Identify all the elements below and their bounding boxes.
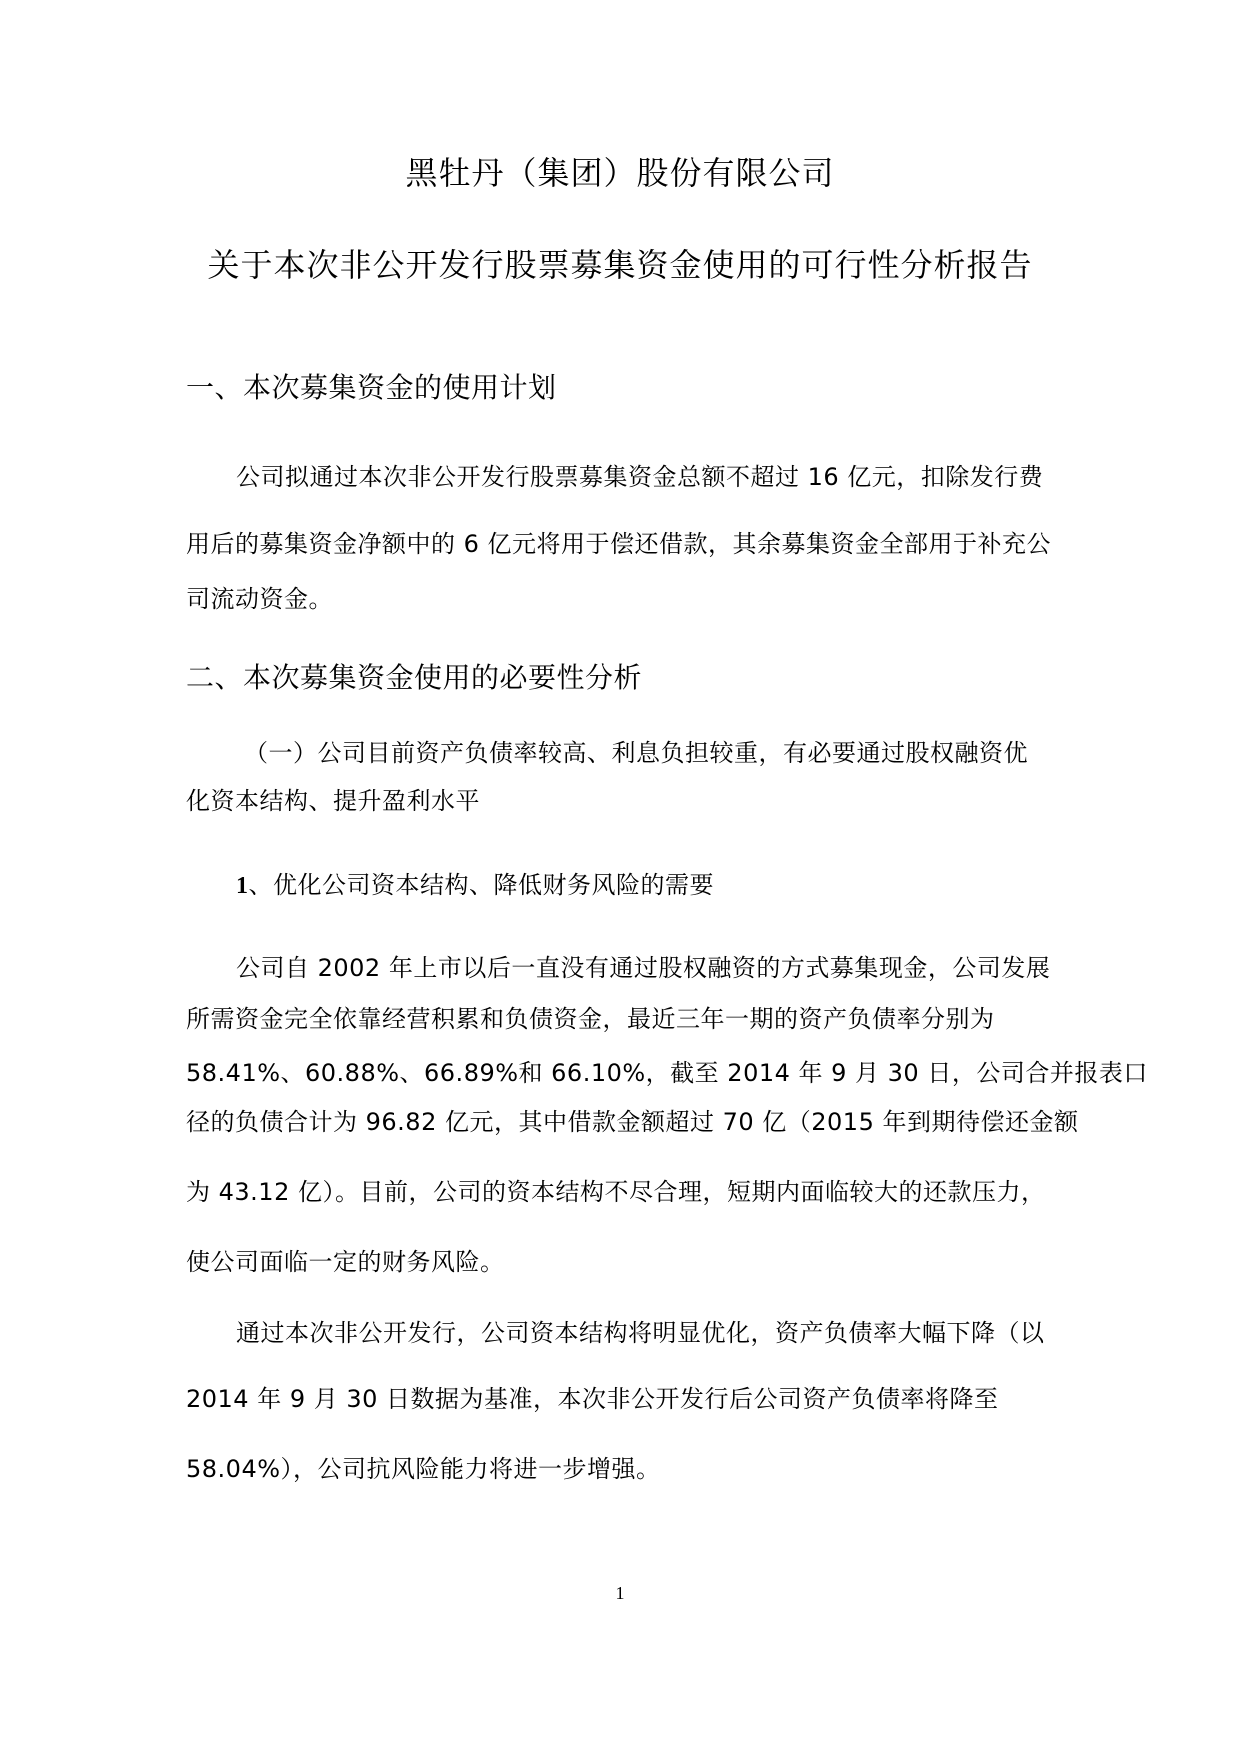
- section-2-heading: 二、本次募集资金使用的必要性分析: [186, 661, 643, 694]
- paragraph-3-line: 通过本次非公开发行，公司资本结构将明显优化，资产负债率大幅下降（以: [236, 1319, 1045, 1347]
- report-title: 关于本次非公开发行股票募集资金使用的可行性分析报告: [207, 246, 1033, 284]
- subheading-line: （一）公司目前资产负债率较高、利息负担较重，有必要通过股权融资优: [244, 739, 1028, 767]
- item-1-number: 1: [236, 873, 249, 899]
- item-1-text: 、优化公司资本结构、降低财务风险的需要: [248, 871, 714, 899]
- paragraph-2-line: 径的负债合计为 96.82 亿元，其中借款金额超过 70 亿（2015 年到期待偿还金额: [186, 1108, 1079, 1136]
- paragraph-1-line: 用后的募集资金净额中的 6 亿元将用于偿还借款，其余募集资金全部用于补充公: [186, 530, 1052, 558]
- paragraph-3-line: 58.04%），公司抗风险能力将进一步增强。: [186, 1455, 661, 1483]
- section-1-heading: 一、本次募集资金的使用计划: [186, 371, 557, 404]
- page-number: 1: [615, 1583, 625, 1603]
- paragraph-2-line: 公司自 2002 年上市以后一直没有通过股权融资的方式募集现金，公司发展: [236, 954, 1051, 982]
- paragraph-2-line: 为 43.12 亿）。目前，公司的资本结构不尽合理，短期内面临较大的还款压力，: [186, 1178, 1046, 1206]
- paragraph-2-line: 使公司面临一定的财务风险。: [186, 1248, 505, 1276]
- paragraph-1-line: 司流动资金。: [186, 585, 333, 613]
- paragraph-3-line: 2014 年 9 月 30 日数据为基准，本次非公开发行后公司资产负债率将降至: [186, 1385, 999, 1413]
- paragraph-2-line: 所需资金完全依靠经营积累和负债资金，最近三年一期的资产负债率分别为: [186, 1005, 995, 1033]
- item-1-heading: [236, 870, 714, 901]
- paragraph-2-line: 58.41%、60.88%、66.89%和 66.10%，截至 2014 年 9 月 30 日，公司合并报表口: [186, 1059, 1148, 1087]
- company-title: 黑牡丹（集团）股份有限公司: [405, 154, 835, 192]
- paragraph-1-line: 公司拟通过本次非公开发行股票募集资金总额不超过 16 亿元，扣除发行费: [236, 463, 1044, 491]
- subheading-line: 化资本结构、提升盈利水平: [186, 787, 480, 815]
